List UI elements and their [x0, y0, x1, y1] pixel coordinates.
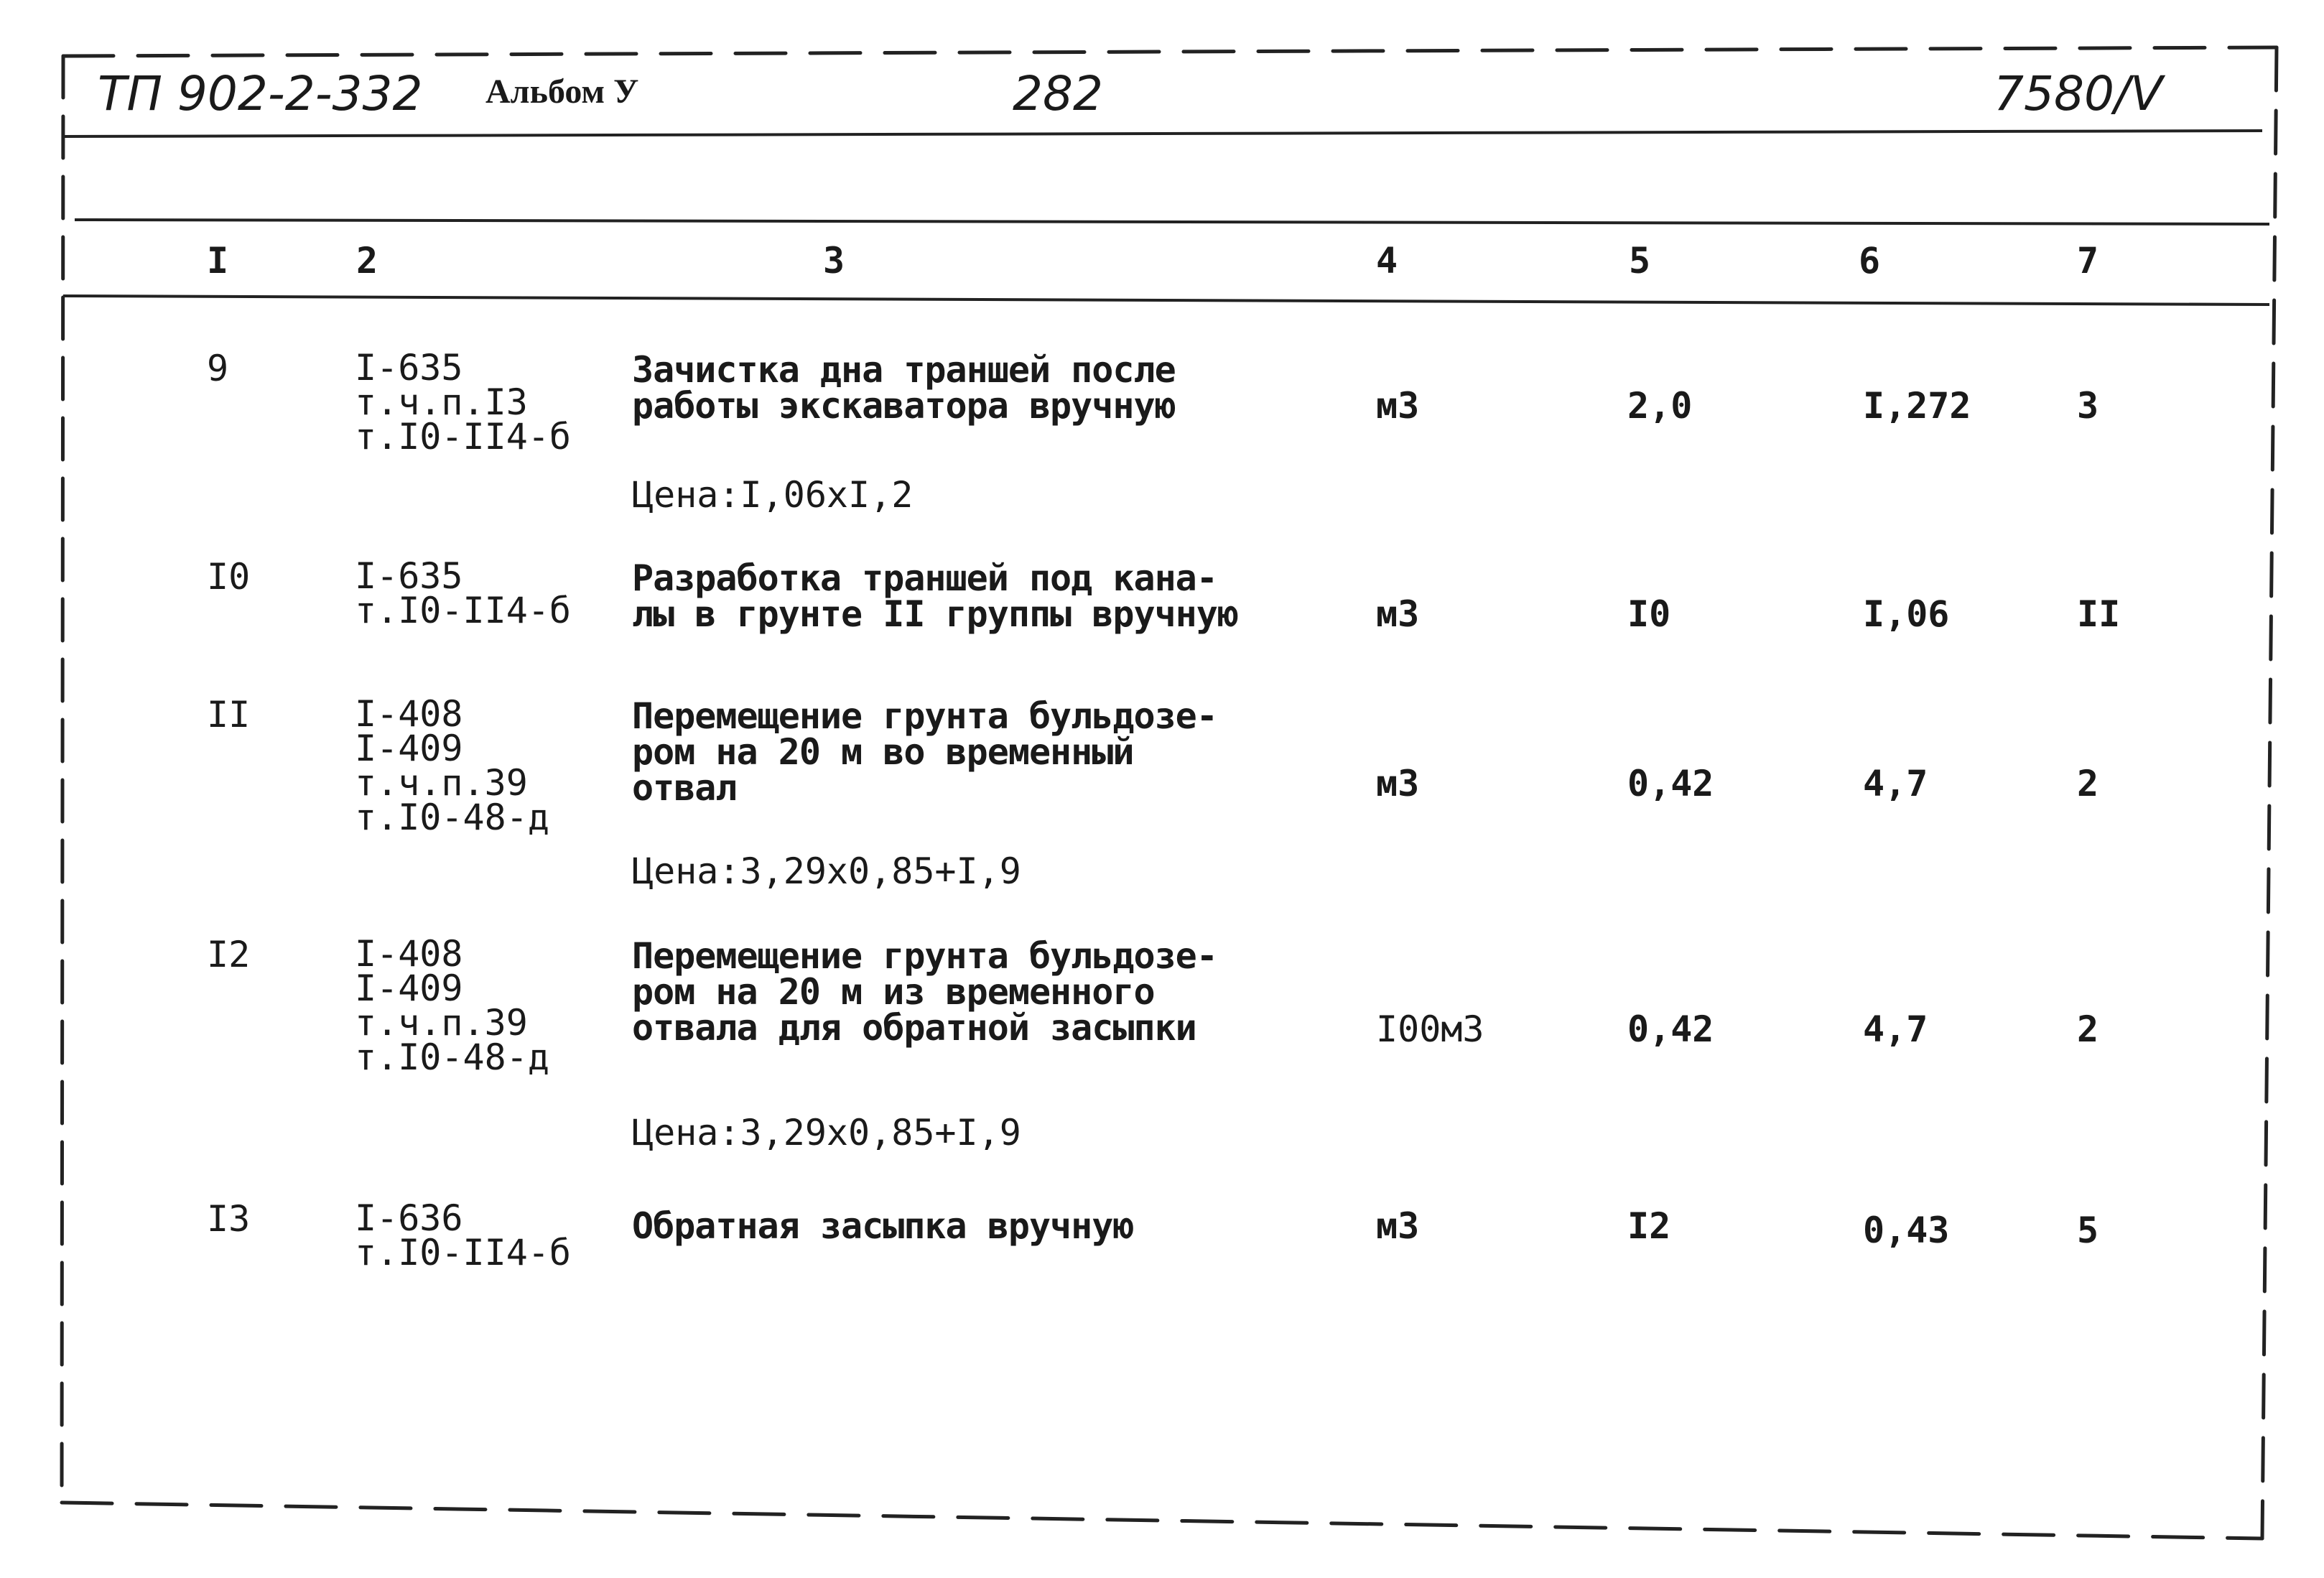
bottom-border	[62, 1503, 2262, 1538]
work-description	[632, 1205, 1134, 1247]
norm-reference-line: I-635	[355, 347, 463, 389]
sheet-code: 7580/V	[1994, 66, 2163, 121]
norm-reference-line: т.ч.п.I3	[355, 381, 528, 423]
norm-reference-line: I-408	[355, 693, 463, 735]
work-description-line: Перемещение грунта бульдозе-	[632, 695, 1217, 737]
unit: м3	[1376, 763, 1420, 804]
total: II	[2077, 593, 2121, 635]
unit: м3	[1376, 593, 1420, 635]
work-description-line: Обратная засыпка вручную	[632, 1205, 1134, 1247]
norm-reference-line: т.I0-II4-б	[355, 590, 572, 631]
rate: I,06	[1863, 593, 1950, 635]
price-formula: Цена:I,06хI,2	[632, 474, 914, 516]
norm-reference-line: т.I0-48-д	[355, 1036, 549, 1078]
album-label: Альбом У	[485, 73, 639, 111]
work-description-line: отвал	[632, 767, 737, 809]
rate: 4,7	[1863, 763, 1928, 804]
total: 3	[2077, 385, 2099, 427]
price-formula: Цена:3,29х0,85+I,9	[632, 850, 1021, 892]
norm-reference-line: I-409	[355, 728, 463, 769]
quantity: 0,42	[1627, 1008, 1714, 1050]
norm-reference-line: I-635	[355, 555, 463, 597]
quantity: 2,0	[1627, 385, 1693, 427]
column-header-1: I	[207, 240, 229, 282]
total: 2	[2077, 763, 2099, 804]
norm-reference-line: т.I0-II4-б	[355, 416, 572, 458]
work-description	[632, 935, 1217, 1049]
total: 2	[2077, 1008, 2099, 1050]
header-rule	[63, 131, 2262, 136]
work-description-line: Зачистка дна траншей после	[632, 349, 1176, 391]
column-header-6: 6	[1859, 240, 1881, 282]
unit: м3	[1376, 1205, 1420, 1247]
work-description	[632, 557, 1238, 635]
norm-reference-line: I-408	[355, 933, 463, 975]
right-border	[2262, 47, 2277, 1538]
norm-reference-line: т.ч.п.39	[355, 1002, 528, 1044]
norm-reference	[355, 933, 549, 1078]
work-description-line: лы в грунте II группы вручную	[632, 593, 1238, 635]
left-border	[62, 56, 63, 1501]
norm-reference-line: I-636	[355, 1197, 463, 1239]
norm-reference	[355, 555, 572, 631]
column-header-7: 7	[2077, 240, 2099, 282]
column-header-4: 4	[1376, 240, 1398, 282]
work-description	[632, 349, 1176, 427]
quantity: I2	[1627, 1205, 1671, 1247]
work-description-line: Перемещение грунта бульдозе-	[632, 935, 1217, 977]
work-description-line: отвала для обратной засыпки	[632, 1007, 1196, 1049]
norm-reference-line: т.I0-48-д	[355, 797, 549, 838]
row-number: I3	[207, 1198, 251, 1240]
table-top-rule	[75, 220, 2269, 224]
column-header-2: 2	[356, 240, 378, 282]
norm-reference	[355, 693, 549, 838]
norm-reference	[355, 1197, 572, 1273]
work-description-line: ром на 20 м из временного	[632, 971, 1155, 1013]
norm-reference	[355, 347, 572, 458]
quantity: 0,42	[1627, 763, 1714, 804]
page-number: 282	[1013, 66, 1103, 121]
rate: I,272	[1863, 385, 1971, 427]
norm-reference-line: т.ч.п.39	[355, 762, 528, 804]
column-header-rule	[63, 296, 2269, 305]
column-header-3: 3	[823, 240, 845, 282]
work-description	[632, 695, 1217, 809]
price-formula: Цена:3,29х0,85+I,9	[632, 1112, 1021, 1154]
row-number: I0	[207, 556, 251, 598]
unit: м3	[1376, 385, 1420, 427]
norm-reference-line: I-409	[355, 967, 463, 1009]
quantity: I0	[1627, 593, 1671, 635]
norm-reference-line: т.I0-II4-б	[355, 1232, 572, 1273]
work-description-line: ром на 20 м во временный	[632, 731, 1134, 773]
total: 5	[2077, 1210, 2099, 1251]
row-number: I2	[207, 934, 251, 975]
unit: I00м3	[1376, 1008, 1484, 1050]
rate: 4,7	[1863, 1008, 1928, 1050]
rate: 0,43	[1863, 1210, 1950, 1251]
row-number: 9	[207, 348, 229, 389]
doc-code: ТП 902-2-332	[98, 66, 423, 121]
top-border	[63, 47, 2277, 56]
work-description-line: Разработка траншей под кана-	[632, 557, 1217, 599]
work-description-line: работы экскаватора вручную	[632, 385, 1176, 427]
row-number: II	[207, 694, 251, 735]
column-header-5: 5	[1629, 240, 1651, 282]
